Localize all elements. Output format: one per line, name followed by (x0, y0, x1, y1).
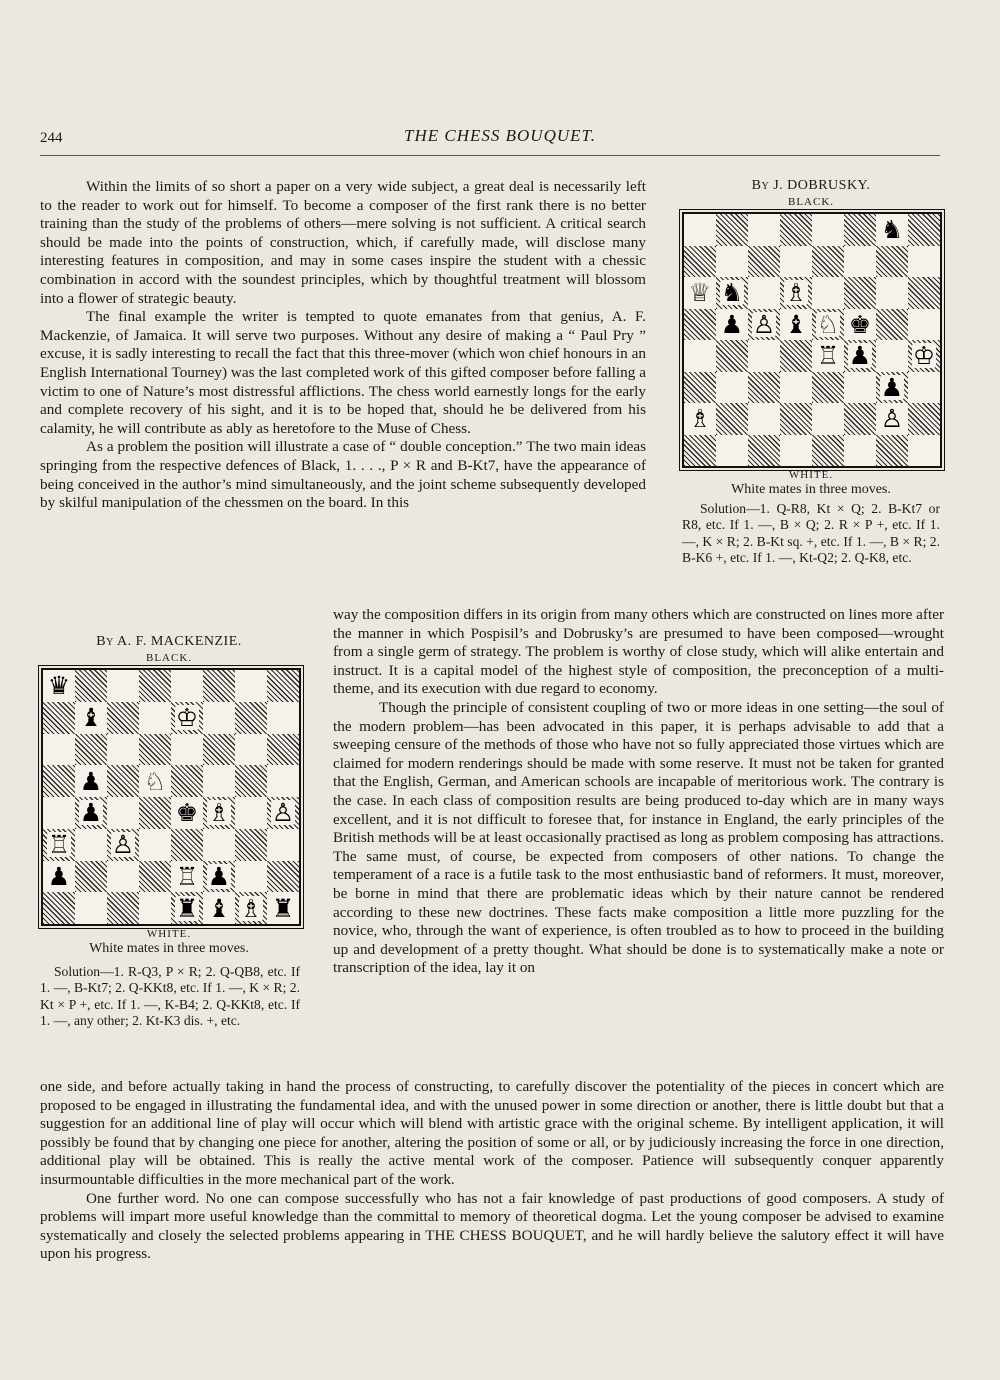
board-square (812, 403, 844, 435)
board-square (844, 403, 876, 435)
board-square (139, 734, 171, 766)
board-square (684, 277, 716, 309)
white-pawn-icon: ♙ (752, 309, 776, 339)
board-square (908, 277, 940, 309)
board-square (908, 309, 940, 341)
board-square (716, 435, 748, 467)
black-bishop-icon: ♝ (79, 703, 103, 733)
board-square (716, 309, 748, 341)
white-bishop-icon: ♗ (239, 893, 263, 923)
paragraph: One further word. No one can compose successfully who has not a fair knowledge of past productions of good composers. A study of problems will impart more useful knowledge than the committal to memory of theoretical dogma. Let the young composer be advised to examine systematically and closely the selected problems appearing in THE CHESS BOUQUET, and he will hardly believe the salutory effect it will have upon his progress. (40, 1189, 944, 1263)
board-square (844, 309, 876, 341)
board-square (43, 734, 75, 766)
board-square (139, 765, 171, 797)
board-square (107, 829, 139, 861)
board-square (171, 702, 203, 734)
solution-dobrusky (682, 501, 940, 567)
board-square (203, 861, 235, 893)
board-square (139, 861, 171, 893)
board-square (267, 765, 299, 797)
board-square (43, 861, 75, 893)
board-square (716, 246, 748, 278)
paragraph: The final example the writer is tempted to quote emanates from that genius, A. F. Mackenzie, of Jamaica. It will serve two purposes. Without any desire of making a “ Paul Pry ” excuse, it is sadly interesting to recall the fact that this three-mover (which won chief honours in an English International Tourney) was the last completed work of this gifted composer before falling a victim to one of Nature’s most distressful afflictions. The chess world earnestly longs for the early and complete recovery of his sight, and it is to be hoped that, should he be delivered from his calamity, he will contribute as ably as heretofore to the Muse of Chess. (40, 308, 646, 437)
board-square (684, 372, 716, 404)
board-square (107, 892, 139, 924)
board-square (171, 734, 203, 766)
board-square (844, 246, 876, 278)
black-rook-icon: ♜ (271, 893, 295, 923)
board-square (75, 702, 107, 734)
black-pawn-icon: ♟ (79, 766, 103, 796)
board-square (171, 765, 203, 797)
board-square (684, 403, 716, 435)
board-square (107, 734, 139, 766)
board-square (748, 340, 780, 372)
board-square (235, 892, 267, 924)
white-bishop-icon: ♗ (784, 278, 808, 308)
board-square (844, 435, 876, 467)
board-square (684, 340, 716, 372)
board-square (75, 765, 107, 797)
board-square (780, 403, 812, 435)
board-square (43, 670, 75, 702)
paragraph: As a problem the position will illustrate a case of “ double conception.” The two main ideas springing from the respective defences of Black, 1. . . ., P × R and B-Kt7, have the appearance of being conceived in the author’s mind simultaneously, and the joint scheme subsequently developed by skilful manipulation of the chessmen on the board. In this (40, 438, 646, 512)
board-square (908, 246, 940, 278)
white-rook-icon: ♖ (175, 861, 199, 891)
board-square (107, 702, 139, 734)
white-knight-icon: ♘ (816, 309, 840, 339)
board-square (139, 797, 171, 829)
board-square (203, 892, 235, 924)
header-rule (40, 155, 940, 156)
board-square (780, 435, 812, 467)
board-square (844, 372, 876, 404)
board-square (235, 670, 267, 702)
board-square (908, 403, 940, 435)
page-number: 244 (40, 130, 63, 146)
board-square (171, 892, 203, 924)
white-pawn-icon: ♙ (880, 404, 904, 434)
board-square (107, 797, 139, 829)
board-square (139, 702, 171, 734)
board-square (107, 765, 139, 797)
board-square (235, 765, 267, 797)
white-king-icon: ♔ (912, 341, 936, 371)
body-text-middle (333, 606, 944, 978)
board-square (716, 340, 748, 372)
paragraph: Within the limits of so short a paper on a very wide subject, a great deal is necessarily left to the reader to work out for himself. To become a composer of the first rank there is no better training than the study of the problems of others—mere solving is not sufficient. A critical search should be made into the points of construction, which, if carefully made, will disclose many interesting features in composition, and may in some cases inspire the student with a chessic combination in accord with the soundest principles, which by thoughtful treatment will blossom into a flower of strategic beauty. (40, 178, 646, 307)
board-square (748, 246, 780, 278)
board-square (876, 246, 908, 278)
board-square (844, 277, 876, 309)
board-square (716, 214, 748, 246)
board-square (203, 797, 235, 829)
board-square (908, 214, 940, 246)
white-king-icon: ♔ (175, 703, 199, 733)
black-label: BLACK. (787, 196, 835, 208)
board-square (267, 861, 299, 893)
board-square (780, 246, 812, 278)
board-square (876, 403, 908, 435)
board-square (235, 702, 267, 734)
board-square (844, 214, 876, 246)
board-square (780, 340, 812, 372)
board-square (684, 214, 716, 246)
board-square (267, 734, 299, 766)
board-square (171, 670, 203, 702)
board-square (107, 670, 139, 702)
board-square (876, 277, 908, 309)
board-square (171, 829, 203, 861)
board-square (171, 861, 203, 893)
board-square (844, 340, 876, 372)
board-square (75, 829, 107, 861)
board-square (812, 214, 844, 246)
board-square (684, 309, 716, 341)
board-square (267, 702, 299, 734)
board-square (75, 797, 107, 829)
white-pawn-icon: ♙ (111, 830, 135, 860)
board-square (75, 861, 107, 893)
paragraph: Though the principle of consistent coupling of two or more ideas in one setting—the soul of the modern problem—has been advocated in this paper, it is perhaps advisable to add that a sweeping censure of the methods of those who have not so fully appreciated those virtues which are claimed for modern renderings should be made with some reserve. It must not be taken for granted that the English, German, and American schools are incapable of meritorious work. The contrary is the case. In each class of composition results are being produced to-day which are in many ways excellent, and it is not difficult to foresee that, for instance in England, the early principles of the British methods will be at least occasionally practised as long as problem composing has attractions. The same must, of course, be expected from composers of other nations. To change the temperament of a race is a futile task to the most enthusiastic band of reformers. It must, moreover, be borne in mind that there are problematic ideas which by their nature cannot be rendered according to these new doctrines. These facts make composition a little more puzzling for the novice, who, through the want of experience, is often troubled as to how to proceed in the building up and development of a pretty thought. What should be done is to systematically make a note or transcription of the idea, lay it on (333, 698, 944, 977)
black-knight-icon: ♞ (720, 278, 744, 308)
stipulation: White mates in three moves. (731, 482, 891, 497)
board-square (748, 372, 780, 404)
black-label: BLACK. (145, 652, 193, 664)
board-square (43, 797, 75, 829)
board-square (267, 670, 299, 702)
black-queen-icon: ♛ (47, 671, 71, 701)
solution-mackenzie (40, 964, 300, 1030)
problem-author: By A. F. MACKENZIE. (96, 634, 242, 649)
board-square (812, 246, 844, 278)
board-square (684, 435, 716, 467)
black-king-icon: ♚ (848, 309, 872, 339)
white-bishop-icon: ♗ (207, 798, 231, 828)
white-label: WHITE. (788, 469, 834, 481)
black-pawn-icon: ♟ (79, 798, 103, 828)
black-rook-icon: ♜ (175, 893, 199, 923)
black-pawn-icon: ♟ (207, 861, 231, 891)
solution-text: Solution—1. R-Q3, P × R; 2. Q-QB8, etc. If 1. —, B-Kt7; 2. Q-KKt8, etc. If 1. —, K × R; 2. Kt × P +, etc. If 1. —, K-B4; 2. Q-KKt8, etc. If 1. —, any other; 2. Kt-K3 dis. +, etc. (40, 964, 300, 1029)
white-rook-icon: ♖ (47, 830, 71, 860)
board-square (812, 340, 844, 372)
white-bishop-icon: ♗ (688, 404, 712, 434)
board-square (716, 372, 748, 404)
board-square (267, 797, 299, 829)
board-square (876, 372, 908, 404)
board-square (203, 702, 235, 734)
board-square (267, 892, 299, 924)
board-square (107, 861, 139, 893)
board-square (812, 435, 844, 467)
board-square (716, 277, 748, 309)
board-square (235, 861, 267, 893)
board-square (748, 309, 780, 341)
board-square (75, 892, 107, 924)
solution-text: Solution—1. Q-R8, Kt × Q; 2. B-Kt7 or R8, etc. If 1. —, B × Q; 2. R × P +, etc. If 1. —, K × R; 2. B-Kt sq. +, etc. If 1. —, B × R; 2. B-K6 +, etc. If 1. —, Kt-Q2; 2. Q-K8, etc. (682, 501, 940, 566)
white-knight-icon: ♘ (143, 766, 167, 796)
board-square (139, 829, 171, 861)
board-square (235, 829, 267, 861)
white-rook-icon: ♖ (816, 341, 840, 371)
board-square (139, 670, 171, 702)
board-square (171, 797, 203, 829)
board-square (748, 435, 780, 467)
black-knight-icon: ♞ (880, 215, 904, 245)
body-text-top (40, 178, 646, 513)
black-pawn-icon: ♟ (880, 372, 904, 402)
paragraph: one side, and before actually taking in hand the process of constructing, to carefully discover the potentiality of the pieces in concert which are proposed to be engaged in illustrating the fundamental idea, and with the unused power in some direction or another, there is little doubt but that a suggestion for an additional line of play will occur which will blend with artistic grace with the original scheme. By intelligent application, it will possibly be found that by changing one piece for another, altering the position of some or all, or by judiciously increasing the force in one direction, additional play will be obtained. This is really the active mental work of the composer. Patience will subsequently conquer apparently insurmountable difficulties in the more mechanical part of the work. (40, 1078, 944, 1188)
board-square (43, 765, 75, 797)
board-square (748, 403, 780, 435)
board-square (780, 372, 812, 404)
problem-author: By J. DOBRUSKY. (751, 178, 871, 193)
board-square (75, 734, 107, 766)
black-pawn-icon: ♟ (848, 341, 872, 371)
chess-diagram-dobrusky (682, 212, 942, 468)
paragraph: way the composition differs in its origin from many others which are constructed on lines more after the manner in which Pospisil’s and Dobrusky’s are presumed to have been composed—wrought from a single germ of strategy. The problem is worthy of close study, which will alike entertain and instruct. It is a capital model of the highest style of composition, the preconception of a multi-theme, and its execution with due regard to economy. (333, 606, 944, 698)
board-square (812, 372, 844, 404)
board-square (43, 702, 75, 734)
board-square (748, 277, 780, 309)
board-square (203, 670, 235, 702)
board-square (75, 670, 107, 702)
board-square (908, 372, 940, 404)
board-square (684, 246, 716, 278)
board-square (748, 214, 780, 246)
board-square (908, 340, 940, 372)
board-square (876, 435, 908, 467)
board-square (908, 435, 940, 467)
board-square (812, 309, 844, 341)
board-square (43, 829, 75, 861)
board-square (812, 277, 844, 309)
board-square (876, 340, 908, 372)
board-square (139, 892, 171, 924)
black-king-icon: ♚ (175, 798, 199, 828)
board-square (876, 214, 908, 246)
board-square (235, 797, 267, 829)
stipulation: White mates in three moves. (89, 941, 249, 956)
black-bishop-icon: ♝ (784, 309, 808, 339)
board-square (203, 765, 235, 797)
board-square (203, 734, 235, 766)
body-text-bottom (40, 1078, 944, 1264)
black-pawn-icon: ♟ (720, 309, 744, 339)
white-label: WHITE. (146, 928, 192, 940)
board-square (716, 403, 748, 435)
board-square (43, 892, 75, 924)
board-square (235, 734, 267, 766)
chess-diagram-mackenzie (41, 668, 301, 926)
board-square (780, 214, 812, 246)
white-pawn-icon: ♙ (271, 798, 295, 828)
board-square (876, 309, 908, 341)
black-pawn-icon: ♟ (47, 861, 71, 891)
running-title: THE CHESS BOUQUET. (404, 126, 596, 145)
board-square (780, 309, 812, 341)
white-queen-icon: ♕ (688, 278, 712, 308)
board-square (780, 277, 812, 309)
board-square (267, 829, 299, 861)
board-square (203, 829, 235, 861)
black-bishop-icon: ♝ (207, 893, 231, 923)
